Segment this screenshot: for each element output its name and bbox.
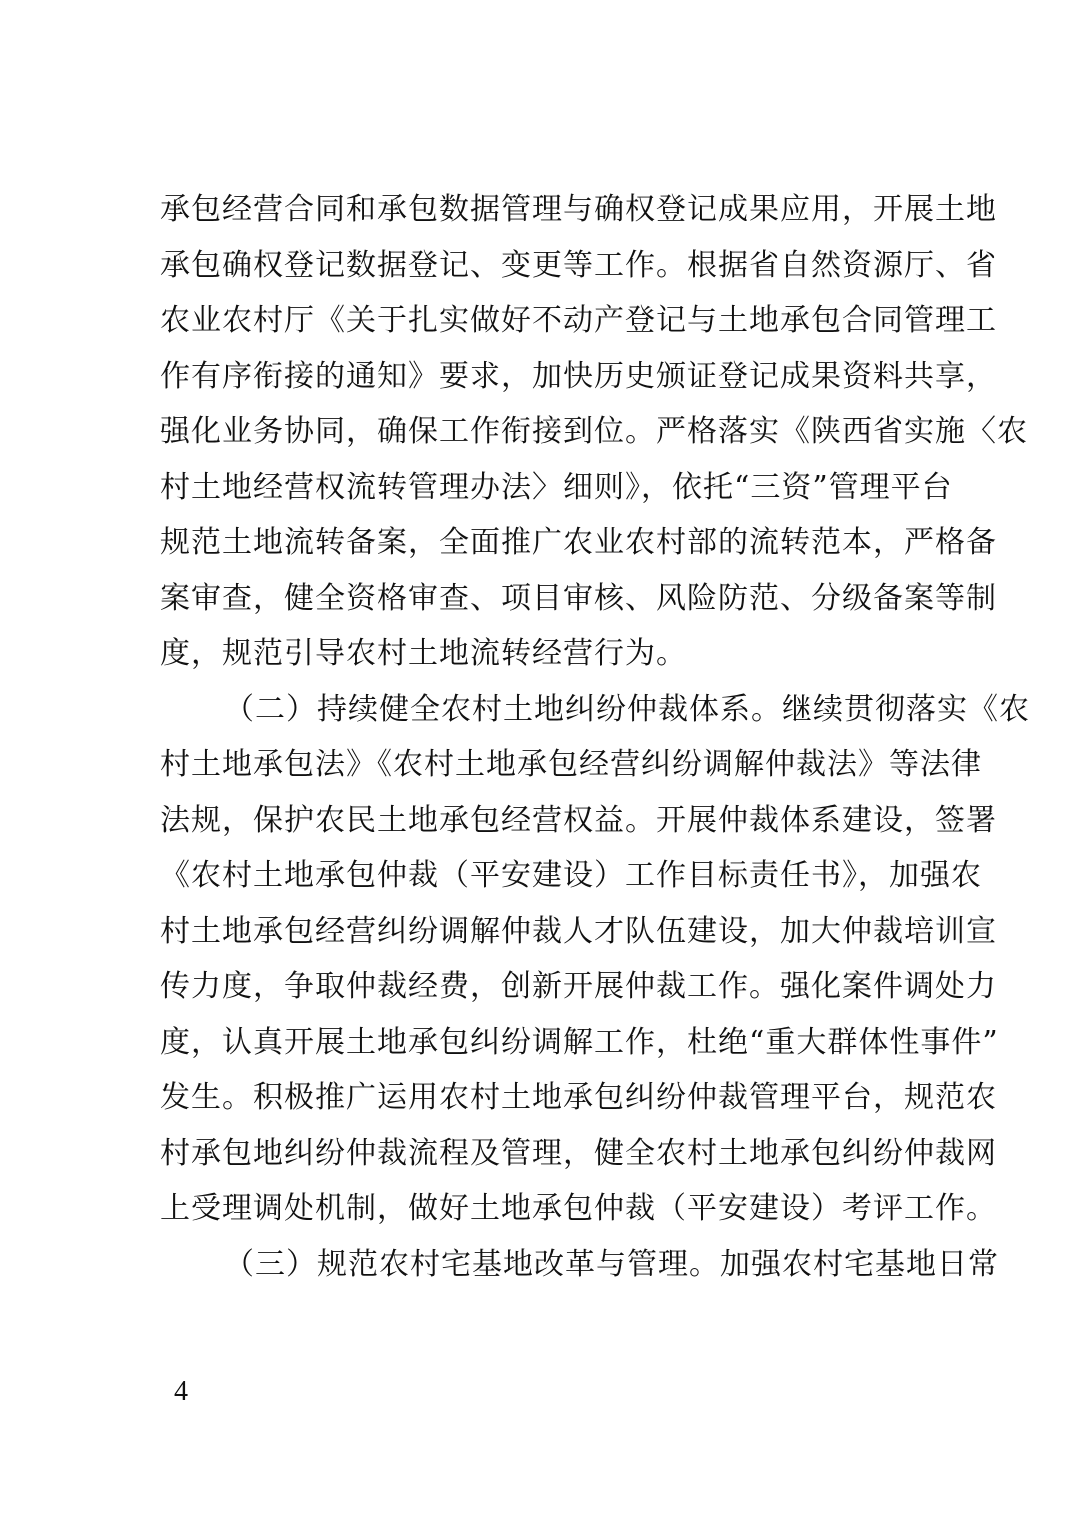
text-line: 村土地经营权流转管理办法〉细则》，依托“三资”管理平台 bbox=[160, 469, 953, 505]
text-line: 上受理调处机制，做好土地承包仲裁（平安建设）考评工作。 bbox=[160, 1191, 997, 1226]
text-line: 村土地承包法》《农村土地承包经营纠纷调解仲裁法》等法律 bbox=[160, 747, 982, 782]
section-heading-line: （三）规范农村宅基地改革与管理。加强农村宅基地日常 bbox=[224, 1246, 999, 1282]
section-heading-line: （二）持续健全农村土地纠纷仲裁体系。继续贯彻落实《农 bbox=[224, 691, 1030, 727]
text-line: 度，规范引导农村土地流转经营行为。 bbox=[160, 636, 687, 671]
text-line: 强化业务协同，确保工作衔接到位。严格落实《陕西省实施〈农 bbox=[160, 414, 1028, 449]
text-line: 农业农村厅《关于扎实做好不动产登记与土地承包合同管理工 bbox=[160, 303, 997, 338]
page-number: 4 bbox=[174, 1376, 188, 1407]
text-line: 度，认真开展土地承包纠纷调解工作，杜绝“重大群体性事件” bbox=[160, 1024, 999, 1060]
text-line: 发生。积极推广运用农村土地承包纠纷仲裁管理平台，规范农 bbox=[160, 1080, 997, 1115]
text-line: 村承包地纠纷仲裁流程及管理，健全农村土地承包纠纷仲裁网 bbox=[160, 1135, 997, 1171]
text-line: 村土地承包经营纠纷调解仲裁人才队伍建设，加大仲裁培训宣 bbox=[160, 913, 997, 949]
body-text bbox=[160, 182, 1030, 1292]
text-line: 规范土地流转备案，全面推广农业农村部的流转范本，严格备 bbox=[160, 525, 997, 560]
text-line: 法规，保护农民土地承包经营权益。开展仲裁体系建设，签署 bbox=[160, 802, 997, 838]
text-line: 案审查，健全资格审查、项目审核、风险防范、分级备案等制 bbox=[160, 580, 997, 616]
text-line: 承包确权登记数据登记、变更等工作。根据省自然资源厅、省 bbox=[160, 247, 997, 283]
text-line: 承包经营合同和承包数据管理与确权登记成果应用，开展土地 bbox=[160, 192, 997, 227]
text-line: 《农村土地承包仲裁（平安建设）工作目标责任书》，加强农 bbox=[160, 858, 982, 893]
text-line: 传力度，争取仲裁经费，创新开展仲裁工作。强化案件调处力 bbox=[160, 969, 997, 1004]
text-line: 作有序衔接的通知》要求，加快历史颁证登记成果资料共享， bbox=[160, 358, 997, 394]
